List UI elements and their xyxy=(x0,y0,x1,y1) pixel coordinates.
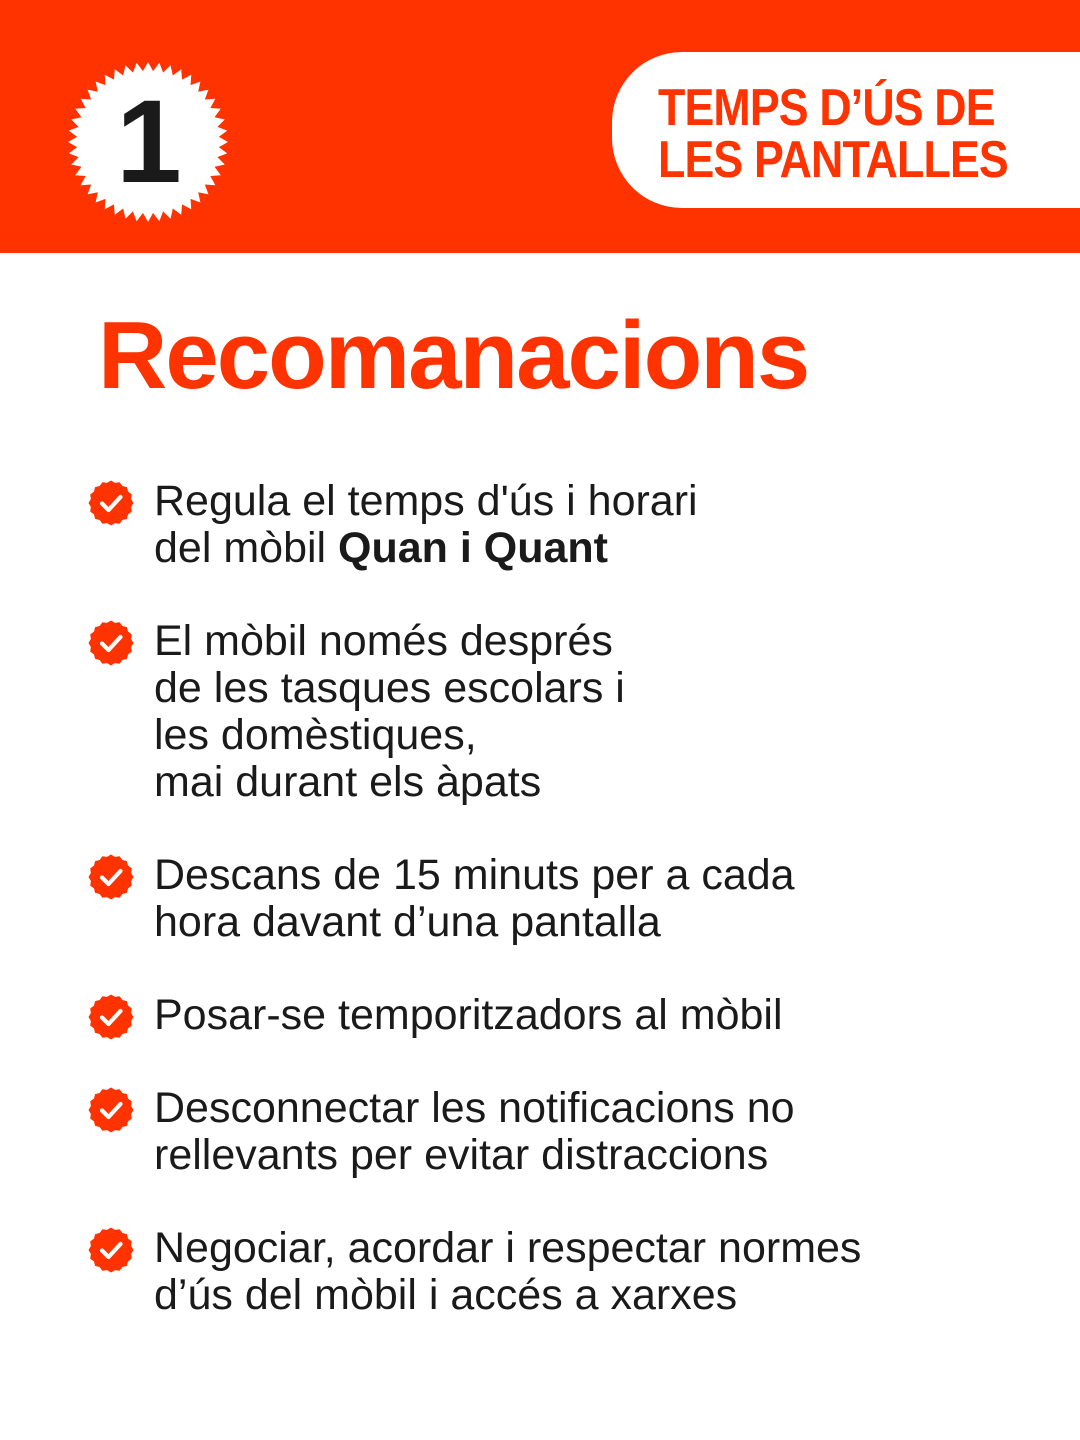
item-line: Regula el temps d'ús i horari xyxy=(154,477,698,525)
item-line: de les tasques escolars i xyxy=(154,664,625,712)
page-title: Recomanacions xyxy=(98,302,809,409)
item-line: Descans de 15 minuts per a cada xyxy=(154,851,795,899)
check-circle-icon xyxy=(88,480,134,526)
list-item xyxy=(88,478,988,572)
item-line: Negociar, acordar i respectar normes xyxy=(154,1224,862,1272)
section-title-line-2: LES PANTALLES xyxy=(658,131,1008,189)
item-line: Posar-se temporitzadors al mòbil xyxy=(154,991,783,1039)
item-line: d’ús del mòbil i accés a xarxes xyxy=(154,1271,738,1319)
check-seal-shape xyxy=(89,1088,134,1133)
item-line: rellevants per evitar distraccions xyxy=(154,1131,769,1179)
check-circle-icon xyxy=(88,1227,134,1273)
list-item xyxy=(88,992,988,1039)
section-number: 1 xyxy=(116,76,180,208)
check-seal-shape xyxy=(89,1228,134,1273)
item-text: del mòbil xyxy=(154,524,339,572)
check-circle-icon xyxy=(88,620,134,666)
item-line xyxy=(154,525,988,572)
check-seal-shape xyxy=(89,995,134,1040)
list-item xyxy=(88,1085,988,1179)
recommendations-list xyxy=(88,478,988,1365)
header-band xyxy=(0,0,1080,253)
section-title-pill xyxy=(612,52,1080,208)
item-line: les domèstiques, xyxy=(154,711,477,759)
list-item xyxy=(88,618,988,806)
check-circle-icon xyxy=(88,1087,134,1133)
check-seal-shape xyxy=(89,621,134,666)
list-item xyxy=(88,1225,988,1319)
list-item xyxy=(88,852,988,946)
item-line: El mòbil només després xyxy=(154,617,613,665)
item-line: Desconnectar les notificacions no xyxy=(154,1084,795,1132)
section-title-line-1: TEMPS D’ÚS DE xyxy=(658,79,995,137)
number-badge xyxy=(66,60,230,224)
check-circle-icon xyxy=(88,994,134,1040)
app-name-bold: Quan i Quant xyxy=(338,524,608,572)
item-line: hora davant d’una pantalla xyxy=(154,898,661,946)
item-line: mai durant els àpats xyxy=(154,758,542,806)
check-seal-shape xyxy=(89,855,134,900)
check-circle-icon xyxy=(88,854,134,900)
check-seal-shape xyxy=(89,481,134,526)
